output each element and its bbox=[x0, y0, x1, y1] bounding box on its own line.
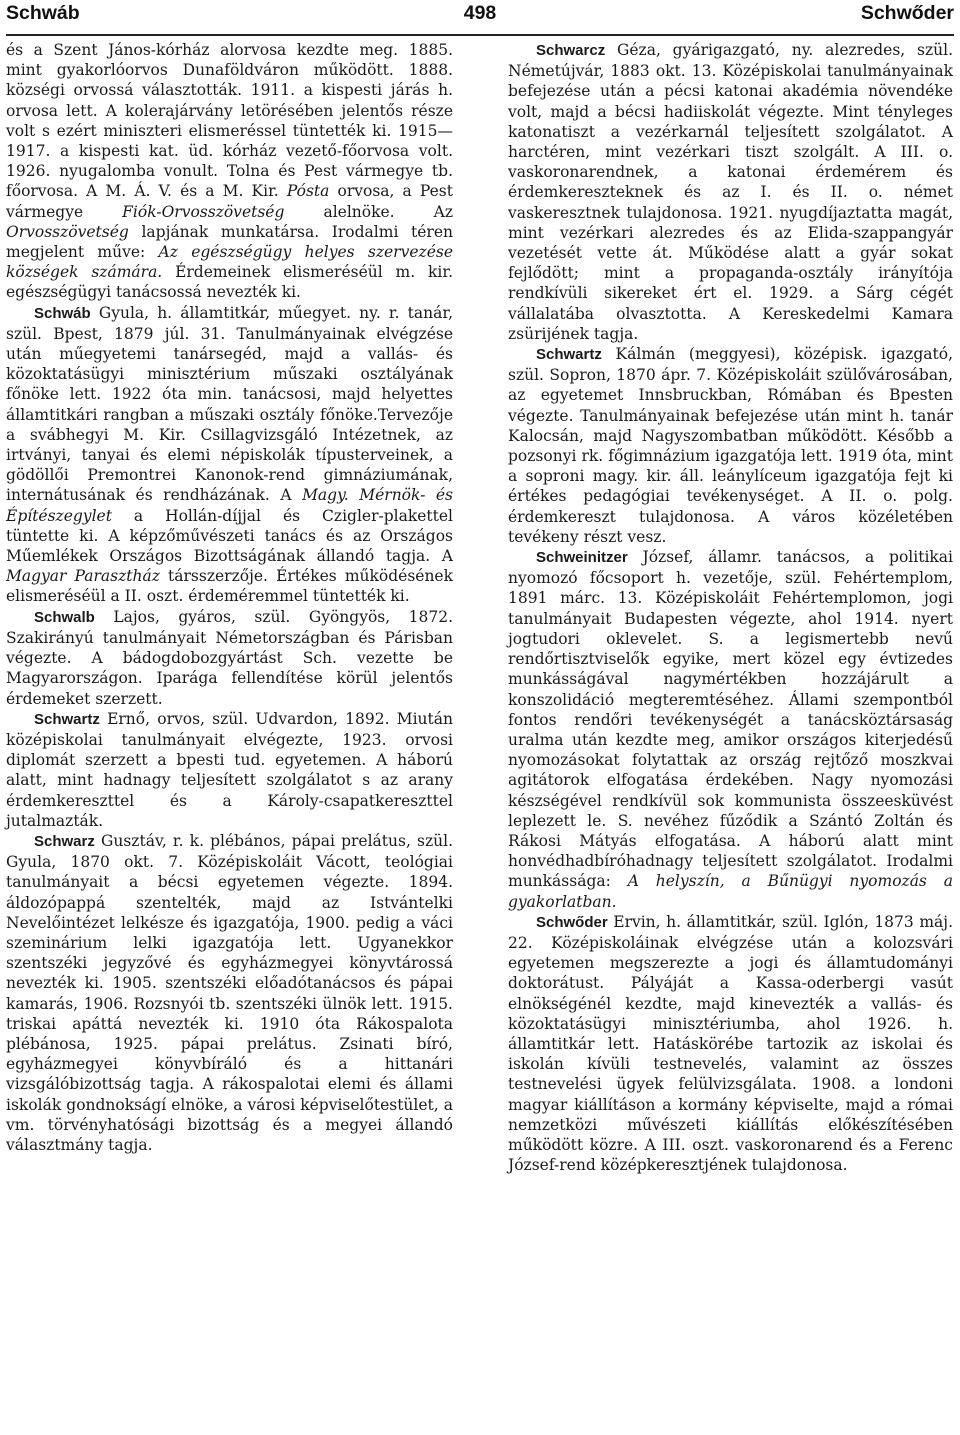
entry-text: Kálmán (meggyesi), középisk. igazgató, szül. Sopron, 1870 ápr. 7. Középiskoláit szülővárosában, az egyetemet Innsbruckban, Rómában és Bpesten végezte. Tanulmányainak befejezése után mint h. tanár Kalocsán, majd Nagyszombatban működött. Később a pozsonyi rk. főgimnázium igazgatója lett. 1919 óta, mint a soproni magy. kir. áll. leánylíceum igazgatója fejt ki értékes pedagógiai tevékenységet. A II. o. polg. érdemkereszt tulajdonosa. A város közéletében tevékeny részt vesz. bbox=[508, 345, 953, 546]
entry-italic-text: Magyar Parasztház bbox=[6, 567, 160, 586]
right-entries bbox=[508, 40, 953, 1175]
entry-text: Gusztáv, r. k. plébános, pápai prelátus, szül. Gyula, 1870 okt. 7. Középiskoláit Vácott, teológiai tanulmányait a bécsi egyetemen végezte. 1894. áldozópappá szentelték, majd az Istvántelki Nevelőintézet lelkésze és igazgatója, 1900. pedig a váci szeminárium lelki igazgatója lett. Ugyanekkor szentszéki jegyzővé és egyházmegyei könyvtárossá nevezték ki. 1905. szentszéki előadótanácsos és pápai kamarás, 1906. Rozsnyói tb. szentszéki ülnök lett. 1915. triskai apáttá nevezték ki. 1910 óta Rákospalota plébánosa, 1925. pápai prelátus. Zsinati bíró, egyházmegyei könyvbíráló és a hittanári vizsgálóbizottság tagja. A rákospalotai elemi és állami iskolák gondnokságí elnöke, a városi képviselőtestület, a vm. törvényhatósági bizottság és a megyei állandó választmány tagja. bbox=[6, 831, 453, 1154]
entry-schwalb bbox=[6, 607, 453, 709]
entry-italic-text: A helyszín, a Bűnügyi nyomozás a gyakorlatban. bbox=[508, 872, 953, 911]
entry-schwőder bbox=[508, 912, 953, 1176]
entry-schwáb bbox=[6, 303, 453, 607]
entry-schwarcz bbox=[508, 40, 953, 344]
left-column bbox=[6, 40, 453, 1155]
page-header bbox=[6, 0, 954, 34]
entry-headword: Schwartz bbox=[34, 710, 100, 728]
entry-italic-text: Magy. Mérnök- és Építészegylet bbox=[6, 486, 454, 525]
entry-text: Ervin, h. államtitkár, szül. Iglón, 1873 máj. 22. Középiskoláinak elvégzése után a kolozsvári egyetemen megszerezte a jogi és államtudományi doktorátust. Pályáját a Kassa-oderbergi vasút elnökségénél kezdte, majd kinevezték a vallás- és közoktatásügyi minisztériumba, ahol 1926. h. államtitkár lett. Hatáskörébe tartozik az iskolai és iskolán kívüli testnevelés, valamint az összes testnevelési ügyek felülvizsgálata. 1908. a londoni magyar kiállításon a kormány képviselte, majd a római nemzetközi művészeti kiállítás előkészítésében működött közre. A III. oszt. vaskoronarend és a Ferenc József-rend középkeresztjének tulajdonosa. bbox=[508, 912, 953, 1175]
entry-headword: Schwarz bbox=[34, 832, 95, 850]
left-entries bbox=[6, 303, 453, 1156]
right-column bbox=[508, 40, 953, 1175]
entry-schweinitzer bbox=[508, 547, 953, 912]
header-rule bbox=[6, 34, 954, 36]
entry-headword: Schwáb bbox=[34, 304, 91, 322]
entry-text: Lajos, gyáros, szül. Gyöngyös, 1872. Szakirányú tanulmányait Németországban és Párisban végezte. A bádogdobozgyártást Sch. vezette be Magyarországon. Iparága fellendítése körül jelentős érdemeket szerzett. bbox=[6, 607, 453, 708]
right-running-head: Schwőder bbox=[860, 2, 954, 24]
entry-headword: Schwőder bbox=[536, 913, 608, 931]
page-number: 498 bbox=[463, 2, 497, 24]
entry-text: Gyula, h. államtitkár, műegyet. ny. r. tanár, szül. Bpest, 1879 júl. 31. Tanulmányainak elvégzése után műegyetemi tanársegéd, majd a vallás- és közoktatásügyi minisztérium műszaki osztályának főnöke lett. 1922 óta min. tanácsosi, majd helyettes államtitkári rangban a műszaki osztály főnöke.Tervezője a svábhegyi M. Kir. Csillagvizsgáló Intézetnek, az irtványi, tanyai és elemi népiskolák típusterveinek, a gödöllői Premontrei Kanonok-rend gimnáziumának, internátusának és rendházának. A bbox=[6, 303, 453, 505]
entry-text: Ernő, orvos, szül. Udvardon, 1892. Miután középiskolai tanulmányait elvégezte, 1923. orvosi diplomát szerzett a bpesti tud. egyetemen. A háború alatt, mint hadnagy teljesített szolgálatot s az arany érdemkereszttel és a Károly-csapatkereszttel jutalmazták. bbox=[6, 709, 453, 830]
entry-headword: Schweinitzer bbox=[536, 549, 628, 567]
continuation-paragraph: és a Szent János-kórház alorvosa kezdte meg. 1885. mint gyakorlóorvos Dunaföldváron működött. 1888. községi orvossá választották. 1911. a kispesti járás h. orvosa lett. A kolerajárvány letörésében jelentős része volt s ezért miniszteri elismeréssel tüntették ki. 1915—1917. a kispesti kat. üd. kórház vezető-főorvosa volt. 1926. nyugalomba vonult. Tolna és Pest vármegye tb. főorvosa. A M. Á. V. és a M. Kir. Pósta orvosa, a Pest vármegye Fiók-Orvosszövetség alelnöke. Az Orvosszövetség lapjának munkatársa. Irodalmi téren megjelent műve: Az egészségügy helyes szervezése községek számára. Érdemeinek elismeréséül m. kir. egészségügyi tanácsossá nevezték ki. bbox=[6, 41, 453, 302]
left-running-head: Schwáb bbox=[6, 2, 80, 24]
entry-schwartz bbox=[508, 344, 953, 547]
entry-text: a Hollán-díjjal és Czigler-plakettel tüntette ki. A képzőművészeti tanács és az Országos Műemlékek Országos Bizottságának állandó tagja. A bbox=[6, 506, 453, 566]
entry-text: Géza, gyárigazgató, ny. alezredes, szül. Németújvár, 1883 okt. 13. Középiskolai tanulmányainak befejezése után a pécsi katonai akadémia növendéke volt, majd a bécsi hadiiskolát végezte. Mint tényleges katonatiszt a vezérkarnál teljesített szolgálatot. A harctéren, mint vezérkari tiszt szolgált. A III. o. vaskoronarendnek, a katonai érdemérem és érdemkereszteknek és az I. és II. o. német vaskeresztnek tulajdonosa. 1921. nyugdíjaztatta magát, mint vezérkari alezredes és az Elida-szappangyár vezetését vette át. Működése alatt a gyár sokat fejlődött; mint a propaganda-osztály irányítója rendkívüli sikereket ért el. 1929. a Sárg cégét vállalatába olvasztotta. A Kereskedelmi Kamara zsürijének tagja. bbox=[508, 41, 953, 343]
entry-text: József, államr. tanácsos, a politikai nyomozó főcsoport h. vezetője, szül. Fehértemplom, 1891 márc. 13. Középiskoláit Fehértemplomon, jogi tanulmányait Budapesten végezte, ahol 1914. nyert jogtudori oklevelet. S. a legismertebb nevű rendőrtisztviselők egyike, mert közel egy évtizedes munkásságával nagymértékben hozzájárult a konszolidáció megteremtéséhez. Állami szempontból fontos rendőri tevékenységét a tanácsköztársaság uralma után kezdte meg, amikor országos kiterjedésű nyomozásokat folytattak az ország rejtőző moszkvai agitátorok elfogatása érdekében. Nagy nyomozási készségével rendkívül sok kommunista összeesküvést leplezett le. S. nevéhez fűződik a Szántó Zoltán és Rákosi Mátyás elfogatása. A háború alatt mint honvédhadbíróhadnagy teljesített szolgálatot. Irodalmi munkássága: bbox=[508, 548, 953, 891]
entry-headword: Schwarcz bbox=[536, 42, 606, 59]
entry-headword: Schwartz bbox=[536, 346, 602, 364]
entry-text: társszerzője. Értékes működésének elismeréséül a II. oszt. érdeméremmel tüntették ki. bbox=[6, 567, 454, 606]
entry-headword: Schwalb bbox=[34, 608, 95, 626]
entry-schwarz bbox=[6, 831, 453, 1155]
entry-schwartz bbox=[6, 709, 453, 831]
